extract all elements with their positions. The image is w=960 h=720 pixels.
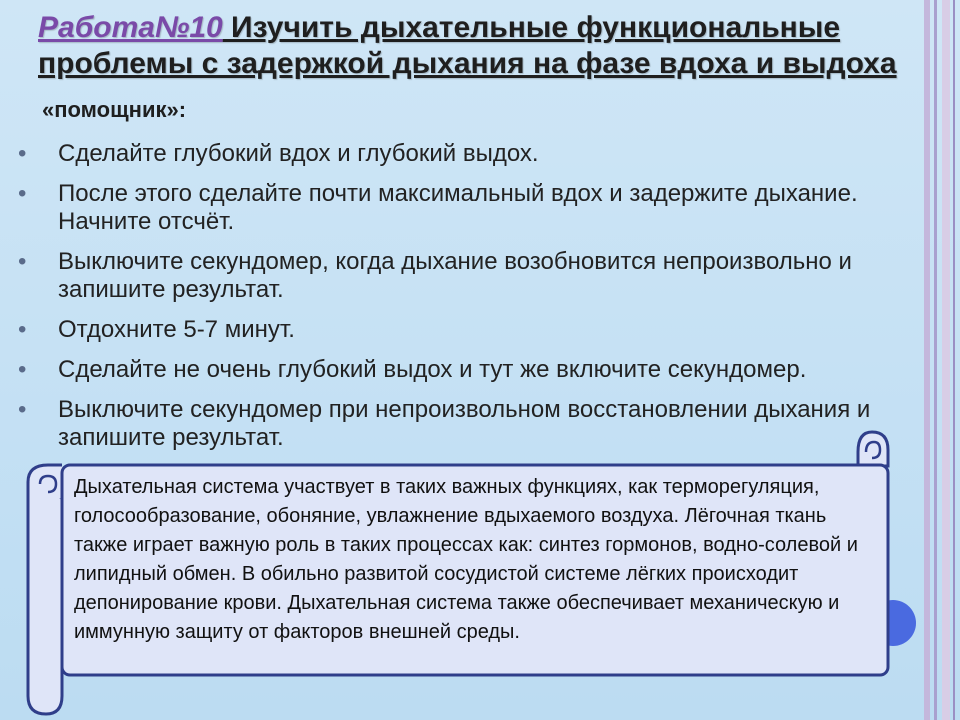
list-item: • После этого сделайте почти максимальный вдох и задержите дыхание. Начните отсчёт.: [18, 180, 938, 236]
list-item: • Выключите секундомер, когда дыхание возобновится непроизвольно и запишите результат.: [18, 248, 938, 304]
title-text: Изучить дыхательные функциональные проблемы с задержкой дыхания на фазе вдоха и выдоха: [38, 11, 897, 80]
list-item: • Сделайте глубокий вдох и глубокий выдох.: [18, 140, 938, 168]
list-item: • Выключите секундомер при непроизвольном восстановлении дыхания и запишите результат.: [18, 396, 938, 452]
list-item: • Сделайте не очень глубокий выдох и тут же включите секундомер.: [18, 356, 938, 384]
title-label: Работа№10: [38, 11, 223, 44]
scroll-top-curl: [858, 432, 888, 466]
scroll-left-roll-body: [28, 482, 62, 714]
list-item: • Отдохните 5-7 минут.: [18, 316, 938, 344]
subtitle: «помощник»:: [42, 97, 187, 122]
info-scroll-text: Дыхательная система участвует в таких важных функциях, как терморегуляция, голосообразование, обоняние, увлажнение вдыхаемого воздуха. Лёгочная ткань также играет важную роль в таких процессах как: синтез гормонов, водно-солевой и липидный обмен. В обильно развитой сосудистой системе лёгких происходит депонирование крови. Дыхательная система также обеспечивает механическую и иммунную защиту от факторов внешней среды.: [74, 476, 858, 643]
